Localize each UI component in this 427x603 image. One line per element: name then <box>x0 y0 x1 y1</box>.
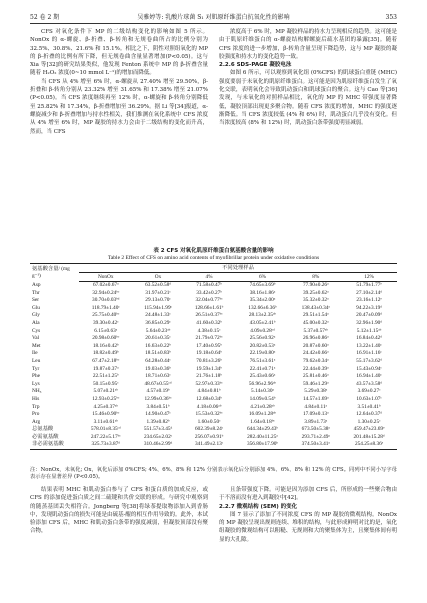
table-row <box>30 312 397 320</box>
row-label: Ile <box>32 350 38 357</box>
table-row <box>30 335 397 343</box>
table-body <box>30 282 397 450</box>
table-cell: 30.70±0.03ᵇᵈ <box>92 297 120 304</box>
table-cell: 602.39±8.24ᶜ <box>195 426 224 433</box>
table-cell: 132.66±6.36ᵇ <box>248 304 277 311</box>
table-cell: 16.09±1.28ᵃᵇ <box>248 411 277 418</box>
group-header: 不同处理样品 <box>79 264 397 273</box>
table-cell: 59.46±1.29ᵃ <box>302 380 329 387</box>
table-cell: 15.46±0.90ᵇᶜ <box>92 411 120 418</box>
table-row <box>30 426 397 434</box>
table-cell: 578.01±8.35ᶜᵈ <box>90 426 121 433</box>
table-cell: 22.19±0.80ᵃ <box>249 350 276 357</box>
table-cell: 21.76±1.18ᵇ <box>196 373 222 380</box>
table-cell: 19.59±1.34ᵇ <box>196 365 222 372</box>
table-cell: 128.66±1.61ᵇ <box>194 304 224 311</box>
table-cell: 23.16±1.12ᵉ <box>356 297 382 304</box>
table-cell: 26.51±0.37ᵇᶜ <box>195 312 223 319</box>
table-cell: 1.60±0.50ᶜ <box>197 418 221 425</box>
table-cell: 14.90±0.47ᶜ <box>145 411 171 418</box>
table-cell: 39.25±0.62ᵃ <box>302 289 329 296</box>
table-cell: 71.58±0.47ᵇ <box>196 282 222 288</box>
table-cell: 51.79±1.77ᵉ <box>356 282 382 288</box>
table-row <box>30 343 397 351</box>
table-cell: 644.34±29.43ᵇ <box>246 426 278 433</box>
table-cell: 74.65±3.69ᵇ <box>249 282 276 288</box>
table-cell: 52.97±0.33ᵇᶜ <box>195 380 223 387</box>
table-row <box>30 282 397 290</box>
table-row <box>30 441 397 449</box>
table-cell: 138.43±0.34ᵃ <box>301 304 330 311</box>
row-label: NH₃ <box>32 388 42 395</box>
table-cell: 356.80±17.90ᵇ <box>235 441 291 449</box>
table-cell: 4.25±0.37ᵃᵇ <box>93 403 119 410</box>
table-cell: 673.50±5.38ᵃ <box>301 426 330 433</box>
row-label: Leu <box>32 357 41 364</box>
column-header-row <box>30 273 397 282</box>
table-cell: 16.94±1.40ᶜ <box>356 373 382 380</box>
table-cell: 45.00±0.32ᵃ <box>302 319 329 326</box>
table-cell: 39.30±0.42ᶜ <box>93 319 119 326</box>
table-cell: 118.79±1.40ᶜ <box>91 304 120 311</box>
table-cell: 17.40±0.95ᵇ <box>196 342 222 349</box>
table-cell: 13.22±1.40ᶜ <box>356 342 382 349</box>
table-cell: 5.29±0.38ᵃ <box>304 388 328 395</box>
table-cell: 29.13±0.70ᶜ <box>145 297 171 304</box>
row-label: Thr <box>32 289 40 296</box>
table-cell: 20.82±0.53ᵃ <box>249 342 276 349</box>
table-caption-en: Table 2 Effect of CFS on amino acid contents of myofibrillar protein under oxidative conditions <box>107 255 320 261</box>
table-cell: 256.07±0.91ᵇ <box>194 433 224 440</box>
column-header: 12% <box>341 273 397 282</box>
table-cell: 67.47±2.18ᵇᶜ <box>92 357 120 364</box>
table-cell: 41.60±0.32ᵇ <box>196 319 222 326</box>
table-cell: 79.62±0.34ᵃ <box>302 357 329 364</box>
row-label: Asp <box>32 281 41 288</box>
table-cell: 5.37±0.57ᵃᵇ <box>303 327 329 334</box>
table-cell: 459.47±23.69ᵉ <box>353 426 385 433</box>
row-label: Val <box>32 335 40 342</box>
column-header: NonOx <box>79 273 133 282</box>
table-cell: 35.32±0.32ᵃ <box>302 297 329 304</box>
paragraph: 浓度高于 6% 时，MP 凝胶样品的持水力呈现相反的趋势。这可能是由于肌原纤维蛋白的 α-螺旋结构解螺旋后疏水基团的暴露[35]。随着 CFS 浓度的进一步增加，β-转角含量呈现下降趋势，这与 MP 凝胶的凝胶强度和持水力的变化趋势一致。 <box>219 29 397 60</box>
table-row <box>30 434 397 442</box>
table-cell: 6.15±0.63ᵃ <box>94 327 118 334</box>
table-cell: 26.96±0.86ᵃ <box>302 335 329 342</box>
table-cell: 12.68±0.34ᵇ <box>196 395 222 402</box>
table-cell: 3.84±0.51ᵇ <box>146 403 170 410</box>
table-cell: 3.69±0.27ᶜ <box>357 388 381 395</box>
table-cell: 201.48±15.28ᵈ <box>353 433 385 440</box>
row-label: Met <box>32 342 41 349</box>
table-row <box>30 373 397 381</box>
table-cell: 77.90±0.26ᵃ <box>302 282 329 288</box>
row-label: 必需氨基酸 <box>32 433 59 440</box>
table-cell: 25.81±0.46ᵃ <box>302 373 329 380</box>
table-cell: 12.99±0.36ᵇᶜ <box>144 395 172 402</box>
table-row <box>30 419 397 427</box>
table-cell: 24.42±0.66ᵃ <box>302 350 329 357</box>
table-row <box>30 305 397 313</box>
table-cell: 4.18±0.06ᵃᵇ <box>196 403 222 410</box>
table-caption-cn: 表 2 CFS 对氧化肌原纤维蛋白氨基酸含量的影响 <box>153 248 274 254</box>
table-cell: 63.52±0.58ᵈ <box>145 282 171 288</box>
table-cell: 282.40±11.25ᵃ <box>247 433 278 440</box>
table-cell: 25.43±0.66ᵃ <box>249 373 276 380</box>
row-label: Lys <box>32 380 40 387</box>
table-cell: 3.11±0.61ᵃᵇ <box>93 418 118 425</box>
table-cell: 18.16±0.42ᵇ <box>92 342 119 349</box>
table-cell: 14.57±1.69ᵃ <box>302 395 329 402</box>
table-row <box>30 381 397 389</box>
table-cell: 19.87±0.37ᵃ <box>92 365 119 372</box>
column-header: 6% <box>235 273 291 282</box>
table-cell: 27.10±2.14ᵈ <box>356 289 382 296</box>
table-cell: 4.57±0.19ᵇ <box>146 388 170 395</box>
table-cell: 56.96±2.96ᵃᵇ <box>248 380 277 387</box>
table-cell: 18.71±0.63ᶜ <box>145 373 171 380</box>
table-cell: 64.28±0.44ᶜ <box>145 357 171 364</box>
table-cell: 4.21±0.28ᵃᵇ <box>250 403 275 410</box>
table-cell: 20.98±0.60ᵇᶜ <box>92 335 120 342</box>
table-row <box>30 404 397 412</box>
table-cell: 15.53±0.32ᵇᶜ <box>195 411 223 418</box>
table-cell: 20.61±0.35ᶜ <box>145 335 171 342</box>
row-label: Cys <box>32 327 41 334</box>
row-label: 非必需氨基酸 <box>30 441 79 449</box>
table-cell: 19.03±0.36ᵇ <box>145 365 171 372</box>
table-cell: 18.82±0.49ᵇ <box>92 350 119 357</box>
table-cell: 28.13±2.35ᵃᵇ <box>248 312 277 319</box>
table-cell: 22.44±0.39ᵃ <box>302 365 329 372</box>
table-cell: 94.22±3.19ᵈ <box>356 304 382 311</box>
table-cell: 4.84±0.81ᵇ <box>197 388 221 395</box>
bottom-right-column <box>219 486 397 586</box>
right-column <box>219 28 397 248</box>
table-cell: 36.85±0.29ᶜ <box>145 319 171 326</box>
table-row <box>30 297 397 305</box>
table-cell: 17.09±0.13ᵃ <box>302 411 329 418</box>
row-label: 总氨基酸 <box>32 426 54 433</box>
table-cell: 16.63±0.22ᵇ <box>145 342 171 349</box>
column-header: 4% <box>184 273 235 282</box>
section-heading: 2.2.6 SDS-PAGE 凝胶电泳 <box>219 62 292 69</box>
stub-header: 氨基酸含量/ (mg g⁻¹) <box>30 264 79 282</box>
table-cell: 1.30±0.25ᶜ <box>357 418 381 425</box>
table-cell: 48.67±0.55ᶜᵈ <box>144 380 172 387</box>
table-cell: 3.51±0.41ᵇ <box>357 403 381 410</box>
table-cell: 1.64±0.18ᵇᶜ <box>250 418 275 425</box>
table-cell: 3.89±1.73ᵃ <box>304 418 328 425</box>
row-label: Arg <box>32 418 41 425</box>
paragraph: 当 CFS 从 4% 增至 6% 时，α-螺旋从 27.40% 增至 29.50%，β-折叠和 β-转角分别从 23.32% 增至 31.65% 和 17.38% 增至 21.07% (P<0.05)。当 CFS 浓度继续再至 12% 时，α-螺旋和 β-转角分别降低至 25.82% 和 17.34%，β-折叠增加至 36.29%。据 Li 等[34]报道，α-螺旋减少和 β-折叠增加与持水性相关，我们推测在氧化系统中 CFS 浓度从 4% 增至 6% 时，MP 凝胶的持水力会由于二级结构的变化而升高，然而，当 CFS <box>30 78 208 135</box>
column-header: Ox <box>133 273 184 282</box>
paragraph: CFS 对氧化条件下 MP 的二级结构变化的影响如图 5 所示。NonOx 的 α-螺旋、β-折叠、β-转角和无规卷曲所占的比例分别为 32.5%、30.8%、21.6% 和 15.1%。相比之下，阴性对照组氧化的 MP 的 β-折叠的比例有所下降，但无规卷曲含量显著增加(P<0.05)。这与 Xia 等[32]的研究结果类似，他发现 Fenton 系统中 MP 的 β-折叠含量随着 H₂O₂ 浓度(0~10 mmol L⁻¹)的增加而降低。 <box>30 29 208 77</box>
table-cell: 115.94±1.99ᶜ <box>144 304 172 311</box>
row-label: Ala <box>32 319 40 326</box>
table-cell: 16.91±1.16ᶜ <box>356 350 382 357</box>
paragraph: 如图 6 所示，可以观察到氧化组 (0%CFS) 的肌球蛋白重链 (MHC) 强度要弱于未氧化的肌原纤维蛋白。这可能是因为肌原纤维蛋白发生了氧化交联，表明氧化会导致肌动蛋白和肌球蛋白的聚合。这与 Cao 等[36]发现，与未氧化的对照样品相比，氧化的 MP 的 MHC 带强度显著降低，凝胶顶部出现更多聚合物。随着 CFS 浓度的增加，MHC 的强度逐渐降低。当 CFS 浓度较低 (4% 和 6%) 时，肌动蛋白几乎没有变化。但当浓度较高 (8% 和 12%) 时，肌动蛋白条带强度明显减弱。 <box>219 70 397 127</box>
row-label: Gly <box>32 312 40 319</box>
table-cell: 4.84±0.11ᵃ <box>304 403 328 410</box>
row-label: His <box>32 395 40 402</box>
table-cell: 374.50±3.41ᵃ <box>290 441 341 449</box>
table-cell: 32.04±0.77ᵇᶜ <box>195 297 223 304</box>
table-cell: 67.02±0.67ᵃ <box>92 282 119 288</box>
table-cell: 310.46±2.99ᵈ <box>133 441 184 449</box>
table-cell: 38.16±1.86ᵃ <box>249 289 276 296</box>
table-cell: 293.71±2.49ᵃ <box>301 433 330 440</box>
table-cell: 43.05±2.41ᵇ <box>249 319 276 326</box>
table-cell: 22.51±1.25ᵇ <box>92 373 119 380</box>
table-cell: 5.64±0.23ᵃᵇ <box>145 327 171 334</box>
table-cell: 50.15±0.95ᶜ <box>93 380 119 387</box>
table-cell: 55.17±3.62ᵈ <box>356 357 382 364</box>
table-row <box>30 290 397 298</box>
table-row <box>30 411 397 419</box>
table-cell: 19.18±0.64ᵇ <box>196 350 222 357</box>
row-label: Glu <box>32 304 40 311</box>
table-row <box>30 350 397 358</box>
table-cell: 325.73±3.87ᵈ <box>79 441 133 449</box>
paragraph: 且条带强度下降。可能是因为添加 CFS 后，所形成的一些聚合物由于不溶而没有进入到凝胶中[42]。 <box>219 487 397 502</box>
running-title: 吴雅婷等: 乳酸片球菌 S₁ 对肌原纤维蛋白抗氧化性的影响 <box>137 14 290 21</box>
table-row <box>30 358 397 366</box>
table-cell: 341.49±2.13ᶜ <box>184 441 235 449</box>
table-cell: 5.14±0.30ᵃ <box>251 388 274 395</box>
table-cell: 22.41±0.71ᵃ <box>249 365 276 372</box>
table-row <box>30 320 397 328</box>
table-cell: 43.57±3.58ᵈ <box>356 380 382 387</box>
table-cell: 1.39±0.82ᵇ <box>146 418 170 425</box>
table-cell: 4.38±0.15ᶜ <box>197 327 221 334</box>
table-cell: 20.47±0.09ᵈ <box>356 312 382 319</box>
table-cell: 234.65±2.02ᶜ <box>143 433 173 440</box>
table-cell: 254.25±8.36ᵉ <box>341 441 397 449</box>
left-column <box>30 28 208 248</box>
table-cell: 14.09±0.54ᵇ <box>249 395 276 402</box>
running-header <box>30 13 397 24</box>
table-cell: 24.48±1.33ᶜ <box>145 312 171 319</box>
row-label: Phe <box>32 373 40 380</box>
table-row <box>30 366 397 374</box>
table-cell: 16.84±0.42ᵈ <box>356 335 382 342</box>
row-label: Tyr <box>32 365 40 372</box>
table-cell: 247.22±5.17ᵇᶜ <box>90 433 121 440</box>
row-label: Pro <box>32 411 40 418</box>
paragraph: 结果表明 MHC 和肌动蛋白参与了 CFS 和蛋白质的加成反应，或 CFS 的添加促进蛋白质之间二硫键和共价交联的形成。与研究中观察到的随蒸基团丢失相符合。Jongberg 等[38]将绿茶提取物添加入到香肠中，发现肌动蛋白的损失可能是由硫基-醌的相互作用导致的。此外，本试验添加 CFS 后，MHC 和肌动蛋白条带的强度减弱，但凝胶顶部没有聚合物， <box>30 487 208 535</box>
table-cell: 21.79±0.72ᵇᶜ <box>195 335 223 342</box>
bottom-left-column <box>30 486 208 586</box>
table-cell: 29.51±1.54ᵃ <box>302 312 329 319</box>
page-number: 353 <box>385 14 397 21</box>
table-cell: 76.51±3.61ᵃ <box>249 357 276 364</box>
row-label: Trp <box>32 403 40 410</box>
row-label: Ser <box>32 297 40 304</box>
amino-acid-table <box>30 263 397 450</box>
table-row <box>30 328 397 336</box>
issue-label: 52 卷 2 期 <box>30 14 60 21</box>
table-cell: 35.34±2.00ᵃ <box>249 297 276 304</box>
table-cell: 31.97±0.21ᶜ <box>145 289 171 296</box>
table-cell: 551.57±3.45ᵈ <box>143 426 173 433</box>
table-cell: 25.75±0.40ᵇᶜ <box>92 312 120 319</box>
table-cell: 70.81±3.26ᵇ <box>196 357 222 364</box>
table-cell: 25.56±0.92ᵃ <box>249 335 276 342</box>
column-header: 8% <box>290 273 341 282</box>
table-cell: 12.93±0.25ᵇᶜ <box>92 395 120 402</box>
table-note: 注：NonOx，未氧化; Ox，氧化后添加 0%CFS; 4%、6%、8% 和 12% 分别表示氧化后分别添加 4%、6%、8% 和 12% 的 CFS。同列中不同小写字母表示存在显著差异 (P<0.05)。 <box>30 467 397 481</box>
table-row <box>30 388 397 396</box>
table-cell: 5.12±1.15ᵃᵇ <box>356 327 382 334</box>
table-cell: 32.96±1.90ᵈ <box>356 319 382 326</box>
table-cell: 10.63±1.07ᶜ <box>356 395 382 402</box>
table-cell: 33.42±0.27ᵇ <box>196 289 222 296</box>
table-cell: 5.07±0.21ᵃᵇ <box>93 388 119 395</box>
table-cell: 12.64±0.37ᵈ <box>356 411 382 418</box>
paragraph: 图 7 显示了添加了不同浓度 CFS 的 MP 凝胶的微观结构。NonOx 的 MP 凝胶呈现出规则连续、堆积的结构，与此形成鲜明对比的是，氧化组凝胶的微观结构可以粗糙、无规则和大的聚集体为主，且聚集体间有明显的大孔隙。 <box>219 511 397 543</box>
table-cell: 15.43±0.94ᶜ <box>356 365 382 372</box>
table-cell: 18.51±0.83ᵇ <box>145 350 171 357</box>
table-cell: 4.09±0.28ᶜᵈ <box>250 327 275 334</box>
table-cell: 20.87±0.60ᵃ <box>302 342 329 349</box>
table-row <box>30 396 397 404</box>
table-cell: 32.94±0.24ᵇᶜ <box>92 289 120 296</box>
section-heading: 2.2.7 微观结构 (SEM) 的变化 <box>219 503 298 510</box>
